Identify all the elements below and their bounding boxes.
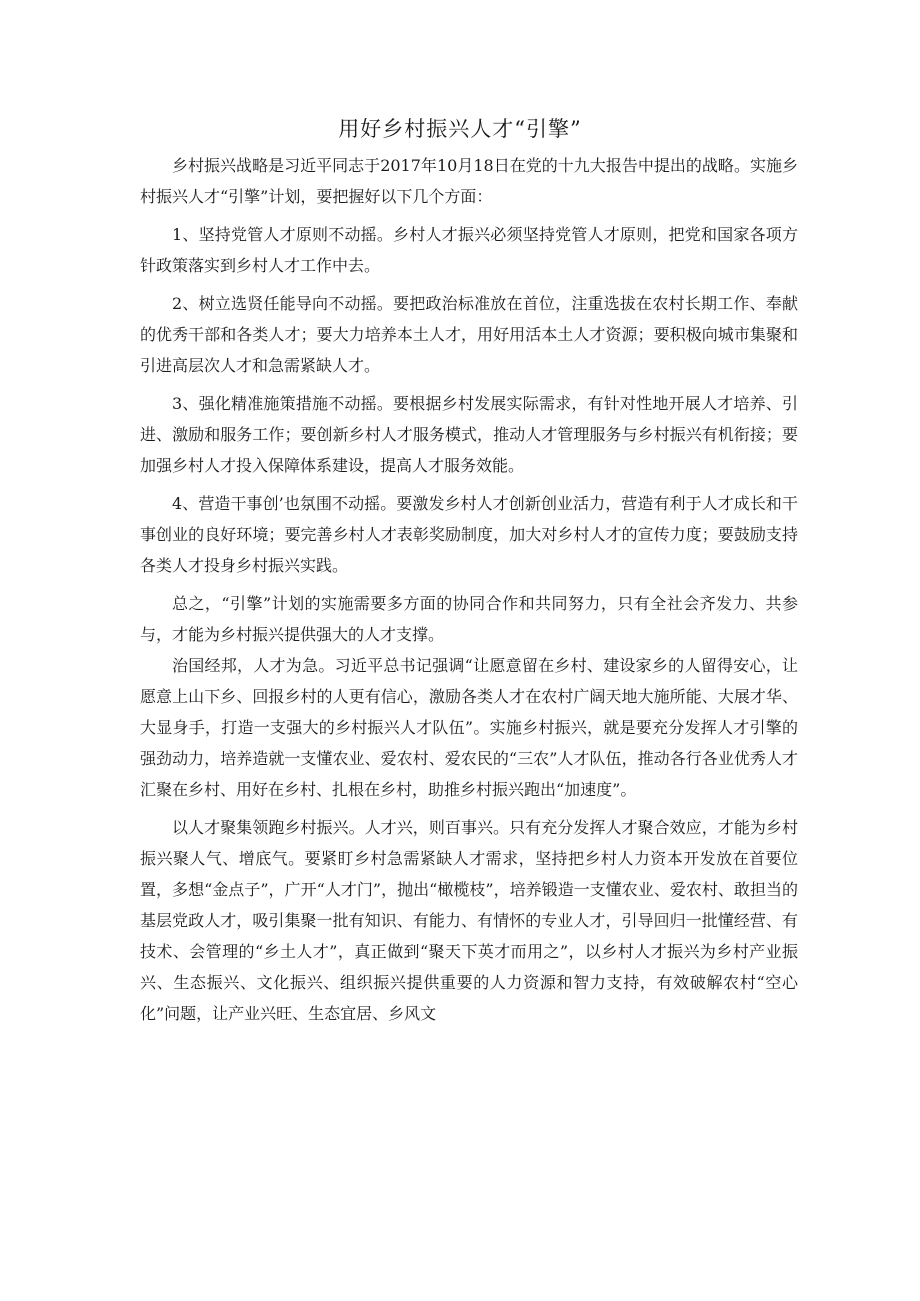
paragraph-point-2: 2、树立选贤任能导向不动摇。要把政治标准放在首位，注重选拔在农村长期工作、奉献的优秀干部和各类人才；要大力培养本土人才，用好用活本土人才资源；要积极向城市集聚和引进高层次人才和急需紧缺人才。 — [140, 294, 798, 375]
paragraph-summary: 总之，“引擎”计划的实施需要多方面的协同合作和共同努力，只有全社会齐发力、共参与，才能为乡村振兴提供强大的人才支撑。 — [140, 594, 798, 644]
document-title: 用好乡村振兴人才“引擎” — [338, 117, 582, 141]
paragraph-point-1: 1、坚持党管人才原则不动摇。乡村人才振兴必须坚持党管人才原则，把党和国家各项方针政策落实到乡村人才工作中去。 — [140, 225, 798, 275]
paragraph-governance: 治国经邦，人才为急。习近平总书记强调“让愿意留在乡村、建设家乡的人留得安心，让愿意上山下乡、回报乡村的人更有信心，激励各类人才在农村广阔天地大施所能、大展才华、大显身手，打造一支强大的乡村振兴人才队伍”。实施乡村振兴，就是要充分发挥人才引擎的强劲动力，培养造就一支懂农业、爱农村、爱农民的“三农”人才队伍，推动各行各业优秀人才汇聚在乡村、用好在乡村、扎根在乡村，助推乡村振兴跑出“加速度”。 — [140, 656, 798, 799]
paragraph-intro: 乡村振兴战略是习近平同志于2017年10月18日在党的十九大报告中提出的战略。实施乡村振兴人才“引擎”计划，要把握好以下几个方面： — [140, 156, 798, 206]
paragraph-point-4: 4、营造干事创’也氛围不动摇。要激发乡村人才创新创业活力，营造有利于人才成长和干事创业的良好环境；要完善乡村人才表彰奖励制度，加大对乡村人才的宣传力度；要鼓励支持各类人才投身乡村振兴实践。 — [140, 494, 798, 575]
paragraph-point-3: 3、强化精准施策措施不动摇。要根据乡村发展实际需求，有针对性地开展人才培养、引进、激励和服务工作；要创新乡村人才服务模式，推动人才管理服务与乡村振兴有机衔接；要加强乡村人才投入保障体系建设，提高人才服务效能。 — [140, 394, 798, 475]
paragraph-talent-gathering: 以人才聚集领跑乡村振兴。人才兴，则百事兴。只有充分发挥人才聚合效应，才能为乡村振兴聚人气、增底气。要紧盯乡村急需紧缺人才需求，坚持把乡村人力资本开发放在首要位置，多想“金点子”，广开“人才门”，抛出“橄榄枝”，培养锻造一支懂农业、爱农村、敢担当的基层党政人才，吸引集聚一批有知识、有能力、有情怀的专业人才，引导回归一批懂经营、有技术、会管理的“乡土人才”，真正做到“聚天下英才而用之”，以乡村人才振兴为乡村产业振兴、生态振兴、文化振兴、组织振兴提供重要的人力资源和智力支持，有效破解农村“空心化”问题，让产业兴旺、生态宜居、乡风文 — [140, 818, 798, 1023]
document-body — [140, 150, 798, 1036]
